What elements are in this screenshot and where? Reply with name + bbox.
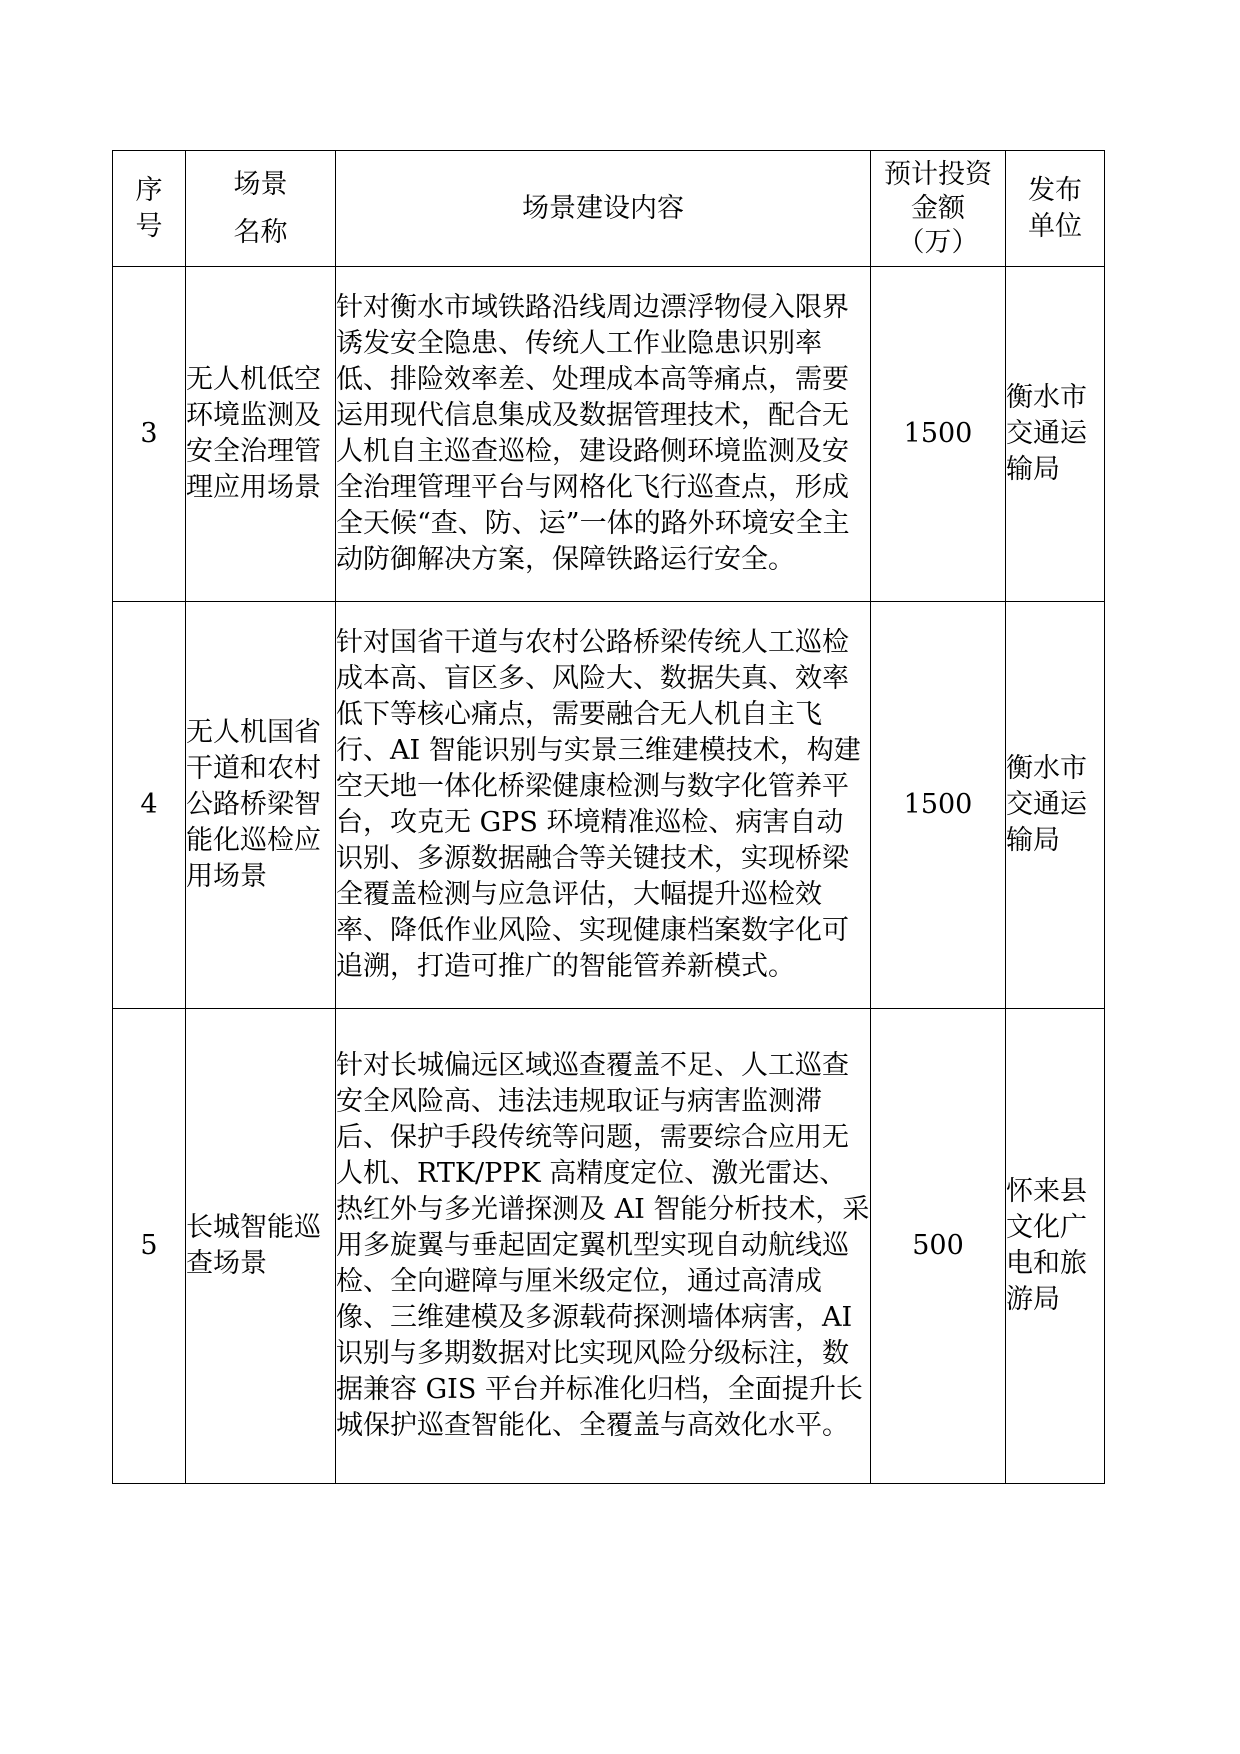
scene-table	[112, 150, 1105, 1484]
table-row	[113, 267, 1105, 602]
header-amount: 预计投资金额（万）	[871, 151, 1006, 267]
row-name: 无人机国省干道和农村公路桥梁智能化巡检应用场景	[186, 602, 336, 1009]
row-unit: 怀来县文化广电和旅游局	[1006, 1009, 1105, 1484]
row-no: 4	[113, 602, 186, 1009]
header-name: 场景名称	[186, 151, 336, 267]
row-no: 5	[113, 1009, 186, 1484]
row-content: 针对衡水市域铁路沿线周边漂浮物侵入限界诱发安全隐患、传统人工作业隐患识别率低、排险效率差、处理成本高等痛点，需要运用现代信息集成及数据管理技术，配合无人机自主巡查巡检，建设路侧环境监测及安全治理管理平台与网格化飞行巡查点，形成全天候“查、防、运”一体的路外环境安全主动防御解决方案，保障铁路运行安全。	[336, 267, 871, 602]
header-unit: 发布单位	[1006, 151, 1105, 267]
row-name: 无人机低空环境监测及安全治理管理应用场景	[186, 267, 336, 602]
row-content: 针对国省干道与农村公路桥梁传统人工巡检成本高、盲区多、风险大、数据失真、效率低下等核心痛点，需要融合无人机自主飞行、AI 智能识别与实景三维建模技术，构建空天地一体化桥梁健康检测与数字化管养平台，攻克无 GPS 环境精准巡检、病害自动识别、多源数据融合等关键技术，实现桥梁全覆盖检测与应急评估，大幅提升巡检效率、降低作业风险、实现健康档案数字化可追溯，打造可推广的智能管养新模式。	[336, 602, 871, 1009]
row-name: 长城智能巡查场景	[186, 1009, 336, 1484]
row-no: 3	[113, 267, 186, 602]
header-content: 场景建设内容	[336, 151, 871, 267]
table-row	[113, 602, 1105, 1009]
row-amount: 1500	[871, 602, 1006, 1009]
row-content: 针对长城偏远区域巡查覆盖不足、人工巡查安全风险高、违法违规取证与病害监测滞后、保护手段传统等问题，需要综合应用无人机、RTK/PPK 高精度定位、激光雷达、热红外与多光谱探测及 AI 智能分析技术，采用多旋翼与垂起固定翼机型实现自动航线巡检、全向避障与厘米级定位，通过高清成像、三维建模及多源载荷探测墙体病害，AI 识别与多期数据对比实现风险分级标注，数据兼容 GIS 平台并标准化归档，全面提升长城保护巡查智能化、全覆盖与高效化水平。	[336, 1009, 871, 1484]
header-no: 序号	[113, 151, 186, 267]
row-unit: 衡水市交通运输局	[1006, 602, 1105, 1009]
table-row	[113, 1009, 1105, 1484]
table-header-row	[113, 151, 1105, 267]
row-amount: 1500	[871, 267, 1006, 602]
row-amount: 500	[871, 1009, 1006, 1484]
row-unit: 衡水市交通运输局	[1006, 267, 1105, 602]
